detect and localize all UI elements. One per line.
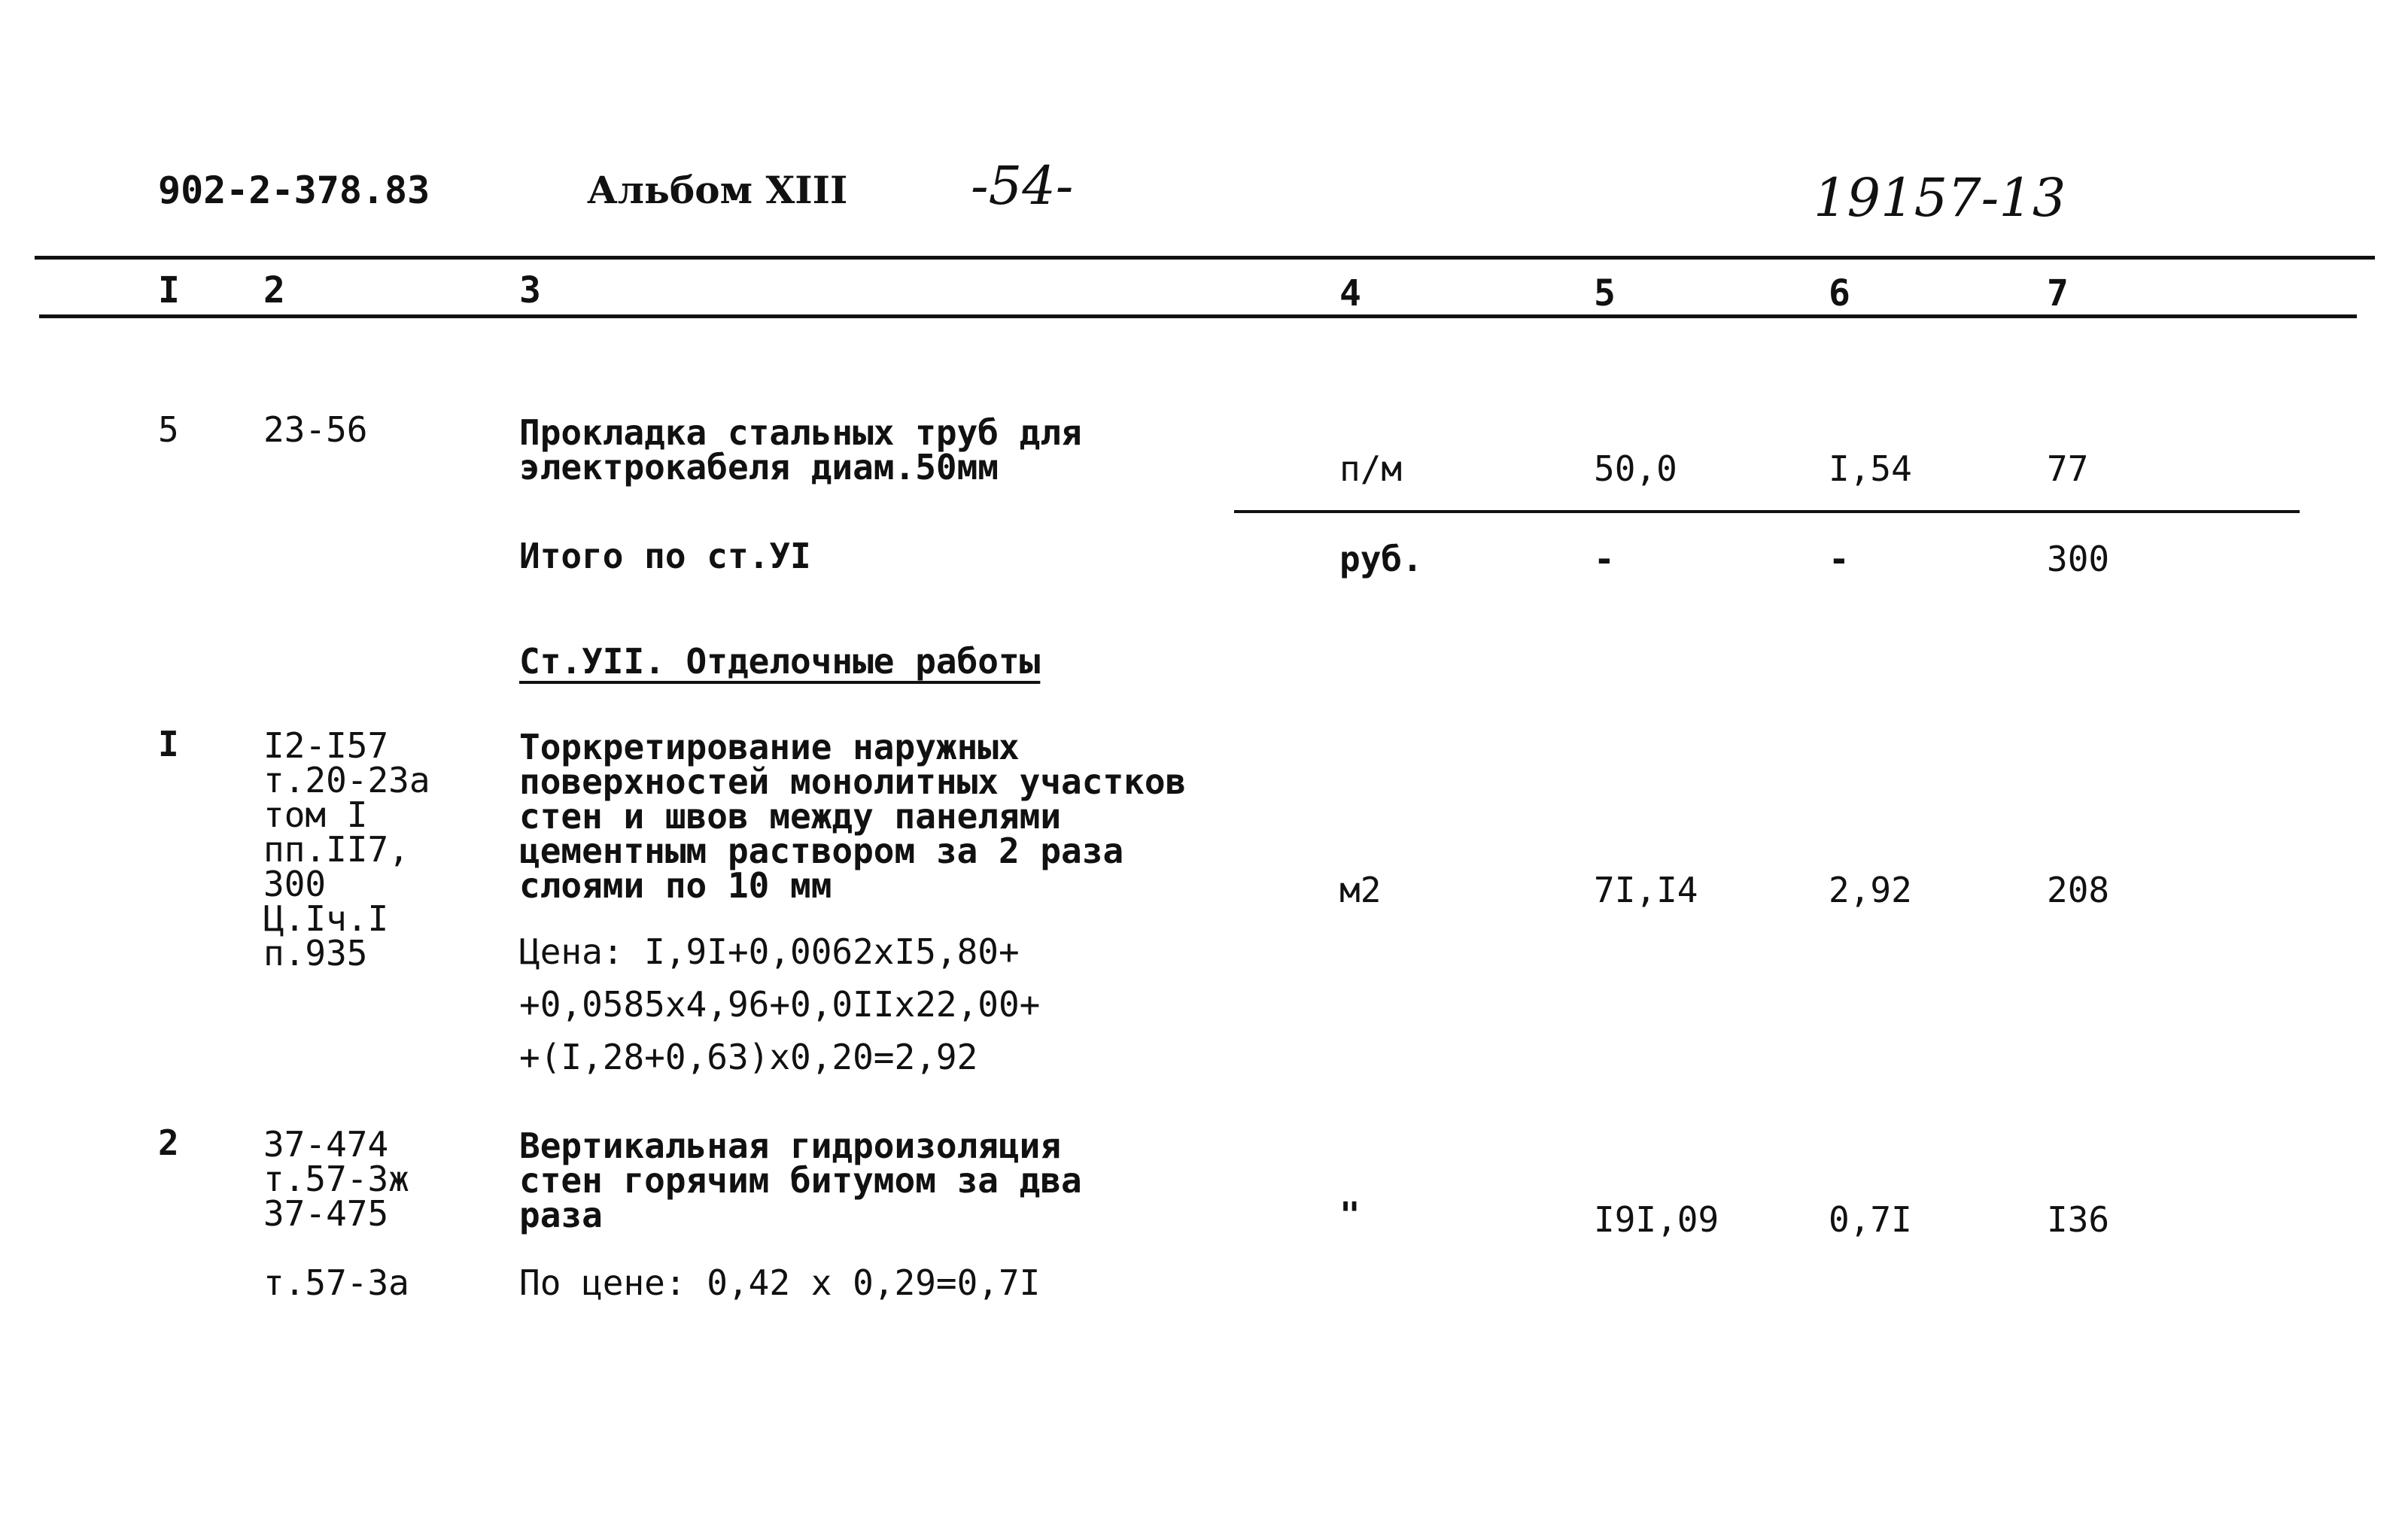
row-unit: п/м — [1339, 448, 1403, 489]
subtotal-unit: руб. — [1339, 539, 1423, 579]
column-header-5: 5 — [1594, 272, 1616, 314]
row-total: 77 — [2047, 448, 2089, 489]
row-quantity: 50,0 — [1594, 448, 1677, 489]
row-unit-ditto: " — [1339, 1195, 1361, 1235]
column-header-1: I — [158, 269, 180, 311]
row-number: 5 — [158, 409, 179, 450]
row-quantity: 7I,I4 — [1594, 870, 1698, 910]
page-number: -54- — [971, 155, 1074, 217]
column-header-2: 2 — [263, 269, 285, 311]
row-number: I — [158, 724, 179, 764]
column-header-4: 4 — [1339, 272, 1361, 314]
row-total: 208 — [2047, 870, 2110, 910]
document-code: 902-2-378.83 — [158, 169, 430, 212]
price-calculation: По цене: 0,42 x 0,29=0,7I — [519, 1262, 1041, 1303]
row-number: 2 — [158, 1122, 179, 1163]
archive-number: 19157-13 — [1814, 167, 2066, 229]
row-unit-price: I,54 — [1829, 448, 1912, 489]
row-unit-price: 2,92 — [1829, 870, 1912, 910]
row-unit-price: 0,7I — [1829, 1199, 1912, 1240]
column-header-7: 7 — [2047, 272, 2069, 314]
row-code: I2-I57 т.20-23а том I пп.II7, 300 Ц.Iч.I п.935 — [263, 725, 430, 974]
column-header-6: 6 — [1829, 272, 1850, 314]
column-header-3: 3 — [519, 269, 541, 311]
row-total: I36 — [2047, 1199, 2110, 1240]
header-bottom-rule — [39, 314, 2357, 318]
row-code: 23-56 — [263, 409, 368, 450]
row-description: Прокладка стальных труб для электрокабеля диам.50мм — [519, 412, 1082, 488]
row-code-extra: т.57-3а — [263, 1262, 409, 1303]
subtotal-rule — [1234, 510, 2300, 513]
row-unit: м2 — [1339, 870, 1382, 910]
price-calculation: Цена: I,9I+0,0062xI5,80+ +0,0585x4,96+0,0IIx22,00+ +(I,28+0,63)x0,20=2,92 — [519, 931, 1041, 1077]
section-title: Ст.УII. Отделочные работы — [519, 641, 1041, 682]
subtotal-price: - — [1829, 539, 1850, 579]
header-top-rule — [35, 256, 2375, 260]
row-description: Торкретирование наружных поверхностей монолитных участков стен и швов между панелями цементным раствором за 2 раза слоями по 10 мм — [519, 727, 1187, 906]
subtotal-label: Итого по ст.УI — [519, 536, 811, 576]
row-code: 37-474 т.57-3ж 37-475 — [263, 1124, 409, 1234]
subtotal-quantity: - — [1594, 539, 1615, 579]
row-quantity: I9I,09 — [1594, 1199, 1719, 1240]
subtotal-total: 300 — [2047, 539, 2110, 579]
album-title: Альбом XIII — [587, 168, 848, 212]
row-description: Вертикальная гидроизоляция стен горячим битумом за два раза — [519, 1125, 1082, 1235]
